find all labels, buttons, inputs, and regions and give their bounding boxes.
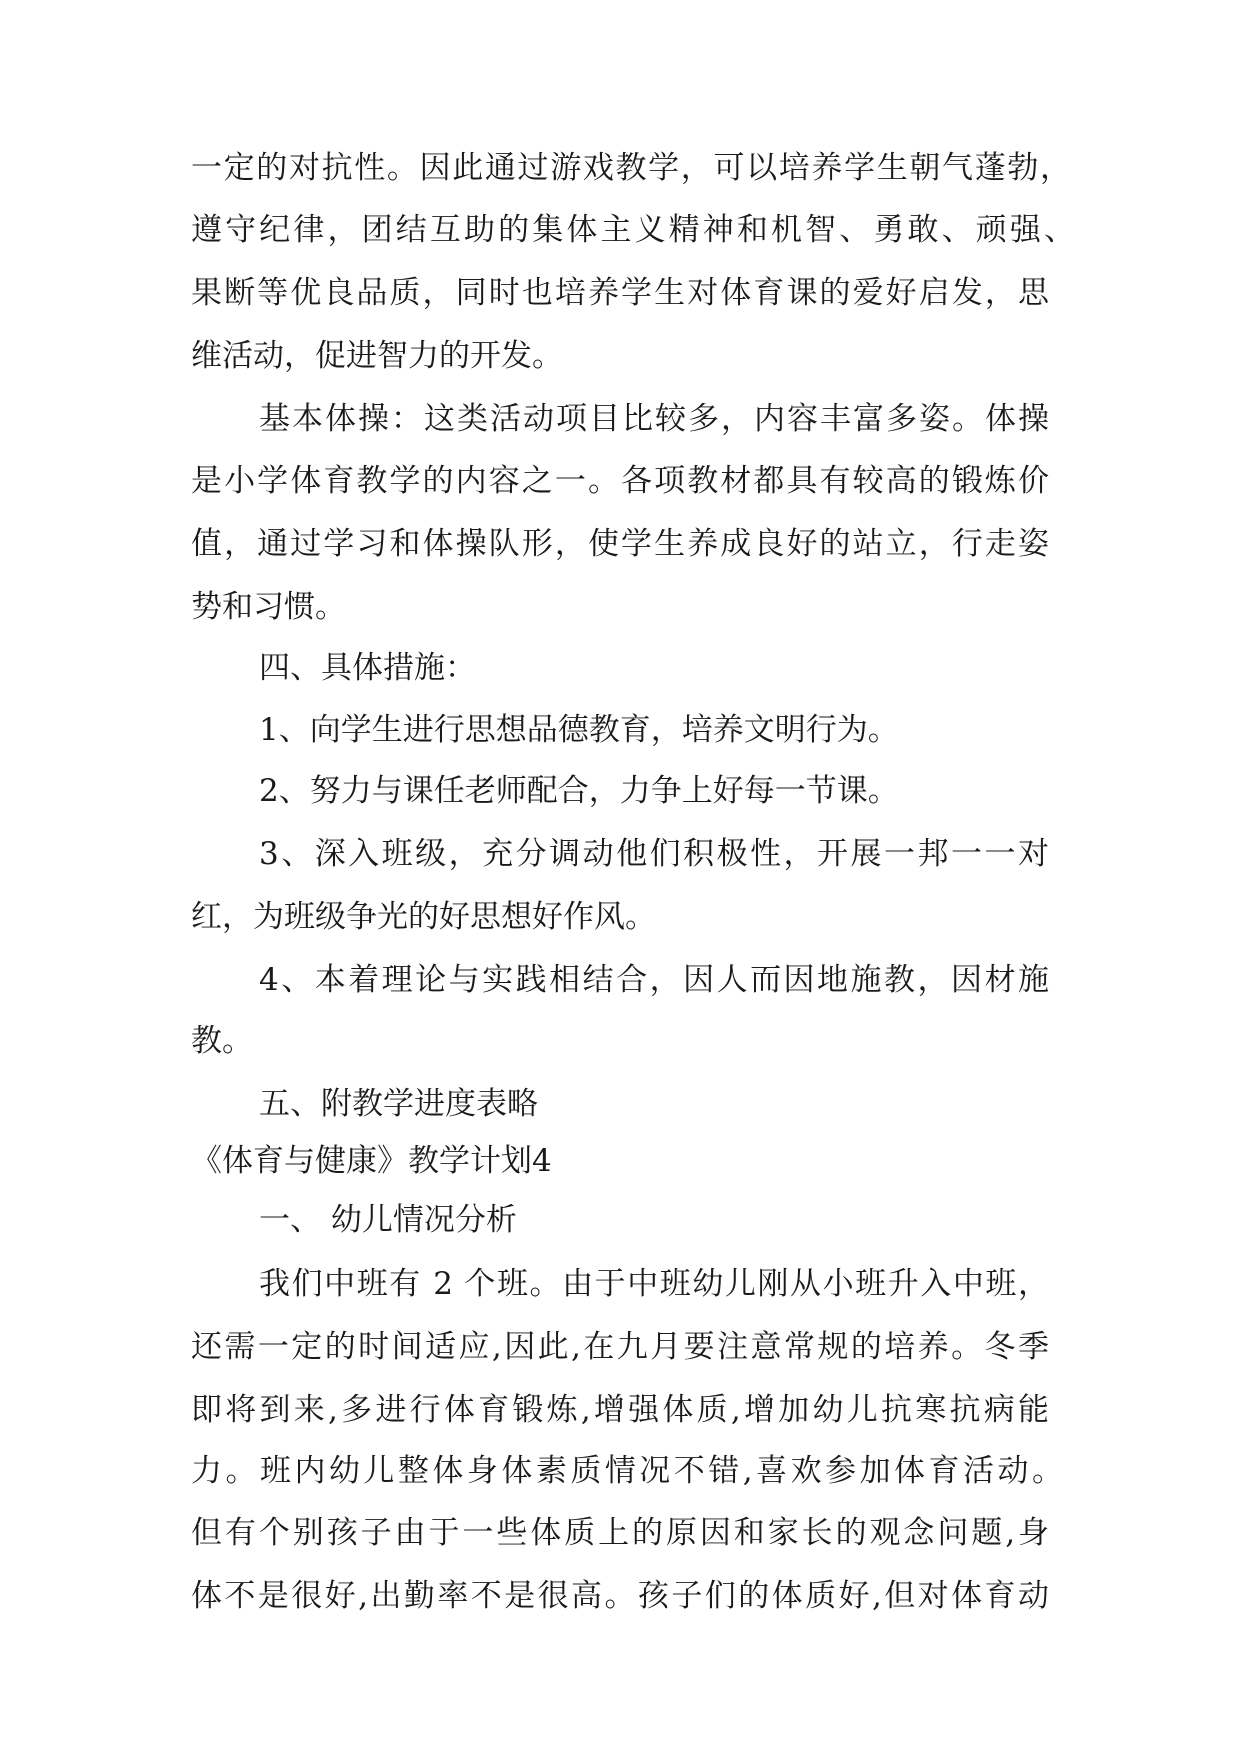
text-line: 一定的对抗性。因此通过游戏教学，可以培养学生朝气蓬勃， bbox=[191, 150, 1071, 186]
text-line: 教。 bbox=[191, 1023, 253, 1059]
text-line: 3、深入班级，充分调动他们积极性，开展一邦一一对 bbox=[259, 836, 1049, 872]
document-title: 《体育与健康》教学计划4 bbox=[191, 1143, 552, 1179]
text-line: 值，通过学习和体操队形，使学生养成良好的站立，行走姿 bbox=[191, 526, 1049, 562]
section-heading: 四、具体措施： bbox=[259, 650, 476, 686]
text-line: 维活动，促进智力的开发。 bbox=[191, 338, 563, 374]
text-line: 遵守纪律，团结互助的集体主义精神和机智、勇敢、顽强、 bbox=[191, 212, 1075, 248]
text-line: 红，为班级争光的好思想好作风。 bbox=[191, 899, 656, 935]
section-heading: 五、附教学进度表略 bbox=[259, 1086, 538, 1122]
text-line: 果断等优良品质，同时也培养学生对体育课的爱好启发，思 bbox=[191, 275, 1049, 311]
text-line: 我们中班有 2 个班。由于中班幼儿刚从小班升入中班， bbox=[259, 1266, 1049, 1302]
text-line: 力。班内幼儿整体身体素质情况不错,喜欢参加体育活动。 bbox=[191, 1453, 1063, 1489]
text-line: 势和习惯。 bbox=[191, 589, 346, 625]
text-line: 是小学体育教学的内容之一。各项教材都具有较高的锻炼价 bbox=[191, 463, 1049, 499]
text-line: 即将到来,多进行体育锻炼,增强体质,增加幼儿抗寒抗病能 bbox=[191, 1392, 1049, 1428]
section-heading: 一、 幼儿情况分析 bbox=[259, 1202, 517, 1238]
text-line: 但有个别孩子由于一些体质上的原因和家长的观念问题,身 bbox=[191, 1515, 1049, 1551]
text-line: 2、努力与课任老师配合，力争上好每一节课。 bbox=[259, 773, 899, 809]
text-line: 还需一定的时间适应,因此,在九月要注意常规的培养。冬季 bbox=[191, 1329, 1049, 1365]
text-line: 1、向学生进行思想品德教育，培养文明行为。 bbox=[259, 712, 899, 748]
text-line: 4、本着理论与实践相结合，因人而因地施教，因材施 bbox=[259, 962, 1049, 998]
text-line: 体不是很好,出勤率不是很高。孩子们的体质好,但对体育动 bbox=[191, 1578, 1049, 1614]
text-line: 基本体操：这类活动项目比较多，内容丰富多姿。体操 bbox=[259, 401, 1049, 437]
